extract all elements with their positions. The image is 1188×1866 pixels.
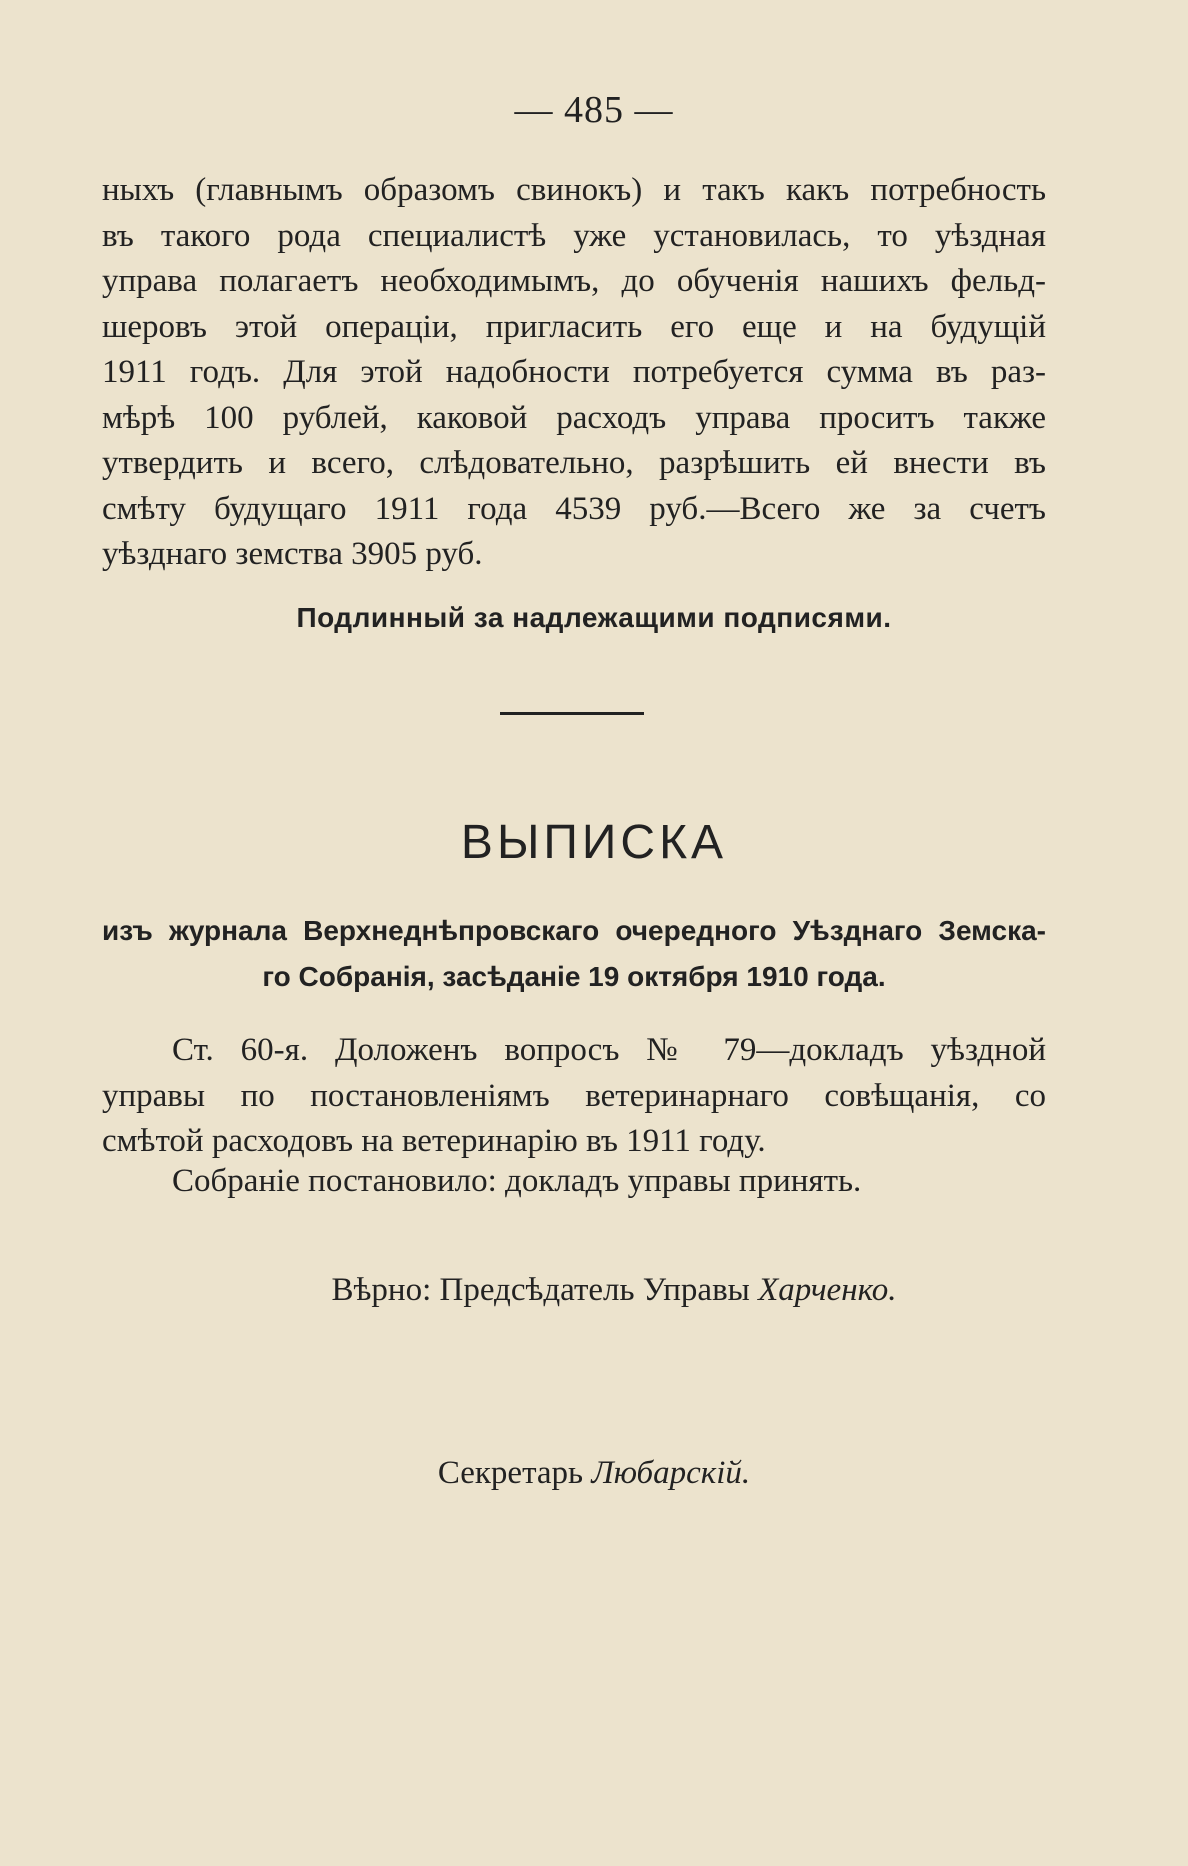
text-line: ныхъ (главнымъ образомъ свинокъ) и такъ какъ потребность xyxy=(102,172,1046,208)
text-line: 1911 годъ. Для этой надобности потребуется сумма въ раз- xyxy=(102,354,1046,390)
section-divider xyxy=(500,712,644,715)
paragraph-article-60 xyxy=(102,1028,1046,1165)
page-number: — 485 — xyxy=(514,89,674,131)
section-subheading xyxy=(102,908,1046,1000)
text-line: Ст. 60-я. Доложенъ вопросъ № 79—докладъ уѣздной xyxy=(172,1032,1046,1068)
signature-chairman xyxy=(0,1272,1188,1309)
text-line: управа полагаетъ необходимымъ, до обученія нашихъ фельд- xyxy=(102,263,1046,299)
resolution-text: Собраніе постановило: докладъ управы принять. xyxy=(172,1163,862,1199)
section-heading: ВЫПИСКА xyxy=(460,816,728,869)
signature-label: Секретарь xyxy=(437,1455,584,1491)
text-line: уѣзднаго земства 3905 руб. xyxy=(102,536,483,572)
subheading-line: изъ журнала Верхнеднѣпровскаго очередного Уѣзднаго Земска- xyxy=(102,915,1046,946)
signature-name: Харченко. xyxy=(758,1272,897,1308)
signature-label: Вѣрно: Предсѣдатель Управы xyxy=(331,1272,750,1308)
paragraph-continuation xyxy=(102,168,1046,578)
signature-secretary xyxy=(0,1455,1188,1492)
text-line: мѣрѣ 100 рублей, каковой расходъ управа проситъ также xyxy=(102,399,1046,436)
text-line: шеровъ этой операціи, пригласить его еще и на будущій xyxy=(102,308,1046,345)
subheading-line: го Собранія, засѣданіе 19 октября 1910 года. xyxy=(262,961,886,992)
text-line: управы по постановленіямъ ветеринарнаго совѣщанія, со xyxy=(102,1077,1046,1114)
text-line: въ такого рода специалистѣ уже установилась, то уѣздная xyxy=(102,217,1046,254)
text-line: смѣтой расходовъ на ветеринарію въ 1911 году. xyxy=(102,1123,766,1159)
text-line: утвердить и всего, слѣдовательно, разрѣшить ей внести въ xyxy=(102,445,1046,481)
signed-note: Подлинный за надлежащими подписями. xyxy=(296,602,892,633)
signature-name: Любарскій. xyxy=(591,1455,751,1491)
text-line: смѣту будущаго 1911 года 4539 руб.—Всего же за счетъ xyxy=(102,490,1046,527)
